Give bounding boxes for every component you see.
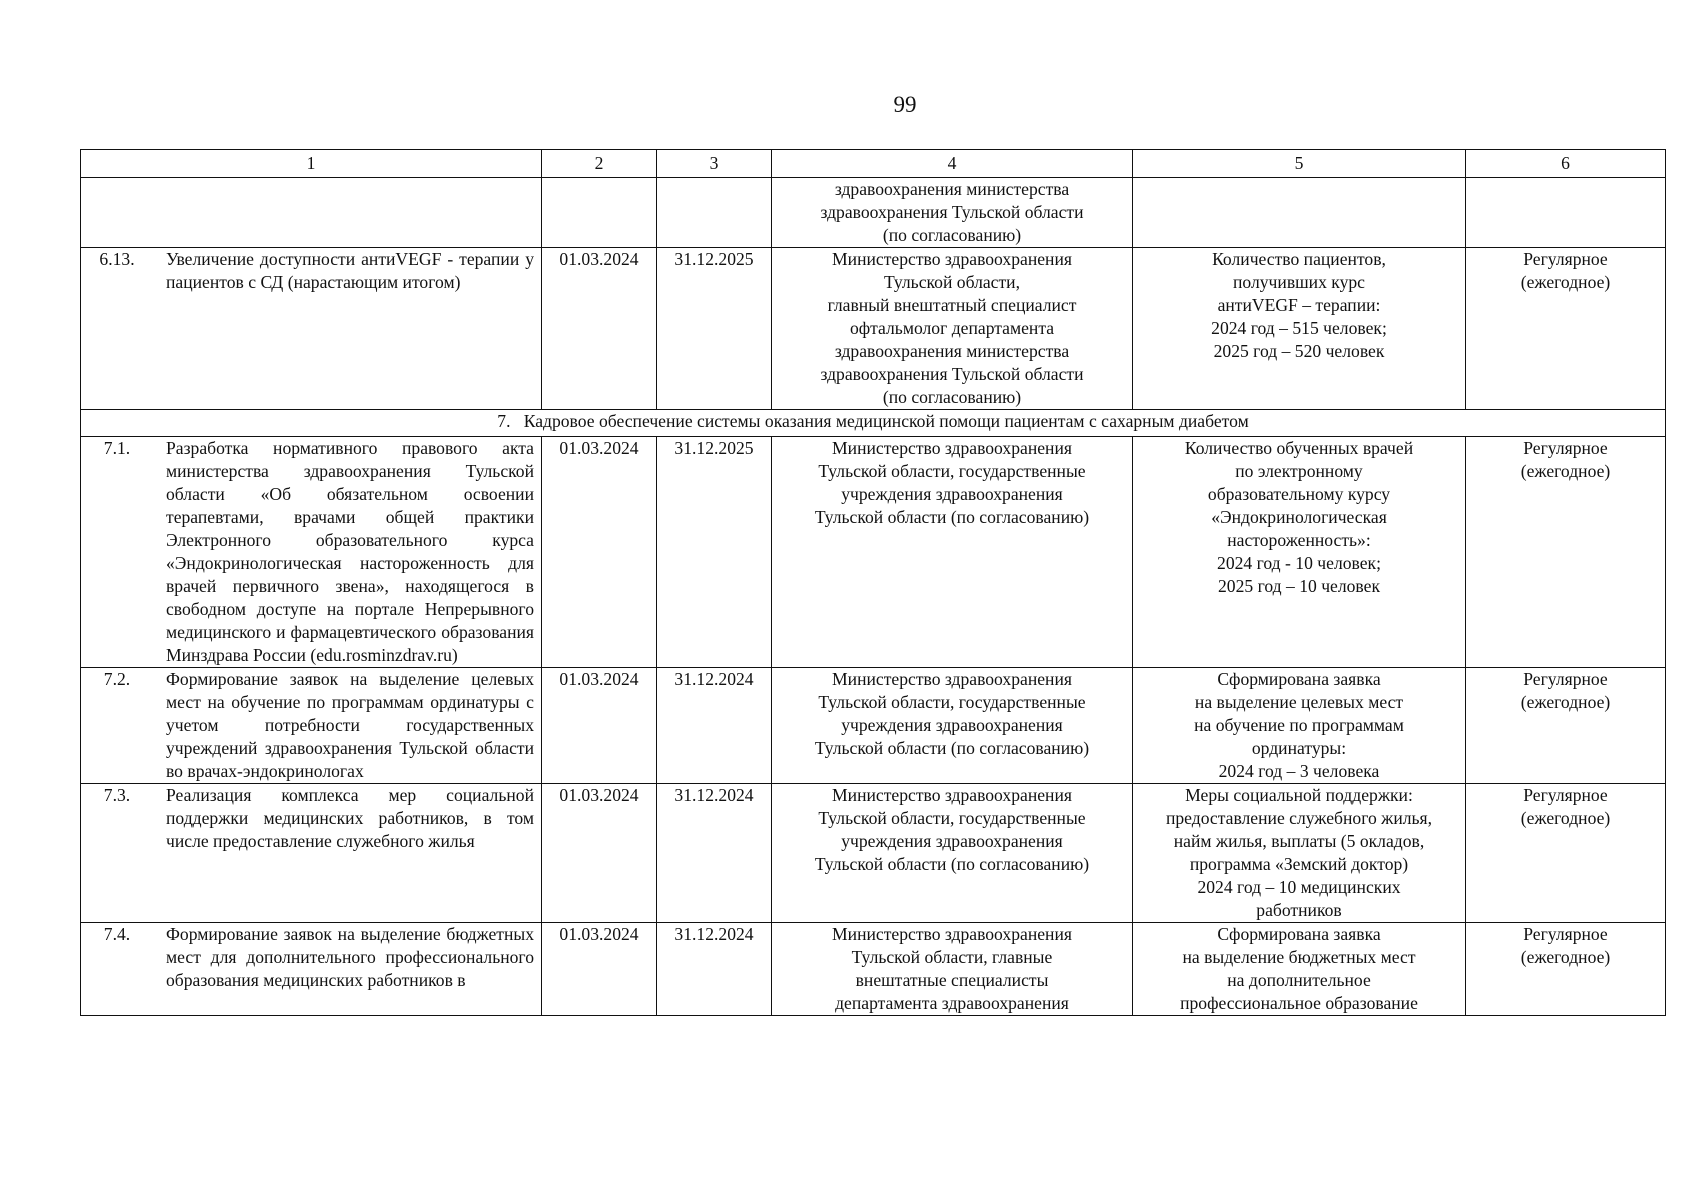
result-line: получивших курс [1233, 272, 1365, 292]
responsible-line: здравоохранения Тульской области [820, 364, 1084, 384]
responsible-line: (по согласованию) [882, 387, 1022, 407]
end-date: 31.12.2025 [657, 248, 772, 410]
column-header-1: 1 [81, 150, 542, 178]
measure-name: Формирование заявок на выделение бюджетных мест для дополнительного профессионального образования медицинских работников в [166, 924, 534, 990]
result-line: Количество пациентов, [1212, 249, 1386, 269]
measure-name: Разработка нормативного правового акта министерства здравоохранения Тульской области «Об обязательном освоении терапевтами, врачами общей практики Электронного образовательного курса «Эндокринологическая настороженность для врачей первичного звена», находящегося в свободном доступе на портале Непрерывного медицинского и фармацевтического образования Минздрава России (edu.rosminzdrav.ru) [166, 438, 534, 665]
responsible-line: учреждения здравоохранения [841, 715, 1063, 735]
measure-number: 7.3. [103, 785, 131, 805]
measure-name: Формирование заявок на выделение целевых мест на обучение по программам ординатуры с учетом потребности государственных учреждений здравоохранения Тульской области во врачах-эндокринологах [166, 669, 534, 781]
result-line: программа «Земский доктор) [1189, 854, 1409, 874]
column-header-3: 3 [657, 150, 772, 178]
type-cell [1466, 437, 1666, 668]
type-line: Регулярное [1523, 669, 1608, 689]
responsible-line: (по согласованию) [882, 225, 1022, 245]
table-row-7-1 [81, 437, 1666, 668]
result-line: Количество обученных врачей [1184, 438, 1414, 458]
type-line: Регулярное [1523, 924, 1608, 944]
measure-number: 6.13. [99, 249, 135, 269]
column-header-5: 5 [1133, 150, 1466, 178]
responsible-line: офтальмолог департамента [849, 318, 1055, 338]
result-cell [1133, 668, 1466, 784]
table-row-6-13 [81, 248, 1666, 410]
responsible-line: Тульской области, государственные [818, 692, 1086, 712]
result-line: на дополнительное [1227, 970, 1371, 990]
start-date: 01.03.2024 [542, 923, 657, 1016]
start-date: 01.03.2024 [542, 437, 657, 668]
start-date: 01.03.2024 [542, 668, 657, 784]
type-line: (ежегодное) [1520, 692, 1611, 712]
result-line: найм жилья, выплаты (5 окладов, [1173, 831, 1425, 851]
responsible-cell [772, 784, 1133, 923]
result-cell [1133, 437, 1466, 668]
responsible-line: департамента здравоохранения [835, 993, 1069, 1013]
type-line: Регулярное [1523, 438, 1608, 458]
responsible-line: здравоохранения министерства [834, 179, 1070, 199]
section-title: Кадровое обеспечение системы оказания медицинской помощи пациентам с сахарным диабетом [523, 411, 1249, 431]
section-7-row [81, 410, 1666, 437]
type-line: (ежегодное) [1520, 272, 1611, 292]
end-date: 31.12.2024 [657, 668, 772, 784]
type-line: Регулярное [1523, 785, 1608, 805]
result-line: Меры социальной поддержки: [1185, 785, 1413, 805]
responsible-line: Министерство здравоохранения [832, 924, 1072, 944]
responsible-cell [772, 923, 1133, 1016]
responsible-cell [772, 668, 1133, 784]
continuation-start-cell [542, 178, 657, 248]
continuation-result-cell [1133, 178, 1466, 248]
measure-name-cell [81, 784, 542, 923]
type-cell [1466, 668, 1666, 784]
section-title-cell [81, 410, 1666, 437]
result-line: антиVEGF – терапии: [1217, 295, 1381, 315]
result-line: 2025 год – 520 человек [1213, 341, 1385, 361]
start-date: 01.03.2024 [542, 784, 657, 923]
responsible-cell [772, 248, 1133, 410]
result-line: 2024 год - 10 человек; [1217, 553, 1381, 573]
result-cell [1133, 923, 1466, 1016]
result-cell [1133, 248, 1466, 410]
result-line: на обучение по программам [1194, 715, 1404, 735]
result-line: работников [1256, 900, 1342, 920]
result-line: профессиональное образование [1180, 993, 1418, 1013]
responsible-line: Министерство здравоохранения [832, 669, 1072, 689]
measure-name-cell [81, 437, 542, 668]
responsible-line: учреждения здравоохранения [841, 484, 1063, 504]
result-line: «Эндокринологическая [1211, 507, 1387, 527]
measure-name-cell [81, 248, 542, 410]
type-line: (ежегодное) [1520, 461, 1611, 481]
responsible-line: внештатные специалисты [855, 970, 1049, 990]
responsible-line: Министерство здравоохранения [832, 785, 1072, 805]
continuation-responsible-cell [772, 178, 1133, 248]
responsible-line: главный внештатный специалист [827, 295, 1077, 315]
result-line: 2024 год – 10 медицинских [1197, 877, 1401, 897]
responsible-line: здравоохранения Тульской области [820, 202, 1084, 222]
end-date: 31.12.2024 [657, 784, 772, 923]
end-date: 31.12.2024 [657, 923, 772, 1016]
result-line: 2024 год – 515 человек; [1211, 318, 1387, 338]
responsible-line: здравоохранения министерства [834, 341, 1070, 361]
result-line: на выделение бюджетных мест [1182, 947, 1416, 967]
responsible-line: учреждения здравоохранения [841, 831, 1063, 851]
responsible-line: Тульской области, государственные [818, 808, 1086, 828]
responsible-line: Тульской области (по согласованию) [814, 507, 1090, 527]
result-line: Сформирована заявка [1217, 669, 1381, 689]
result-line: на выделение целевых мест [1194, 692, 1404, 712]
type-cell [1466, 923, 1666, 1016]
table-row-7-3 [81, 784, 1666, 923]
type-line: Регулярное [1523, 249, 1608, 269]
measure-name: Реализация комплекса мер социальной поддержки медицинских работников, в том числе предоставление служебного жилья [166, 785, 534, 851]
section-number: 7. [497, 411, 511, 431]
result-cell [1133, 784, 1466, 923]
type-cell [1466, 784, 1666, 923]
table-row-7-4 [81, 923, 1666, 1016]
continuation-type-cell [1466, 178, 1666, 248]
responsible-cell [772, 437, 1133, 668]
measure-name: Увеличение доступности антиVEGF - терапии у пациентов с СД (нарастающим итогом) [166, 249, 534, 292]
result-line: предоставление служебного жилья, [1165, 808, 1433, 828]
result-line: по электронному [1235, 461, 1363, 481]
page-number: 99 [893, 92, 917, 117]
result-line: 2025 год – 10 человек [1218, 576, 1380, 596]
continuation-end-cell [657, 178, 772, 248]
continuation-name-cell [81, 178, 542, 248]
responsible-line: Тульской области, главные [851, 947, 1053, 967]
column-header-6: 6 [1466, 150, 1666, 178]
result-line: Сформирована заявка [1217, 924, 1381, 944]
column-header-2: 2 [542, 150, 657, 178]
measure-number: 7.1. [103, 438, 131, 458]
responsible-line: Тульской области, государственные [818, 461, 1086, 481]
measure-name-cell [81, 923, 542, 1016]
result-line: ординатуры: [1251, 738, 1347, 758]
column-header-4: 4 [772, 150, 1133, 178]
column-number-row [81, 150, 1666, 178]
responsible-line: Министерство здравоохранения [832, 249, 1072, 269]
responsible-line: Министерство здравоохранения [832, 438, 1072, 458]
plan-table [80, 149, 1666, 1016]
measure-number: 7.4. [103, 924, 131, 944]
responsible-line: Тульской области (по согласованию) [814, 854, 1090, 874]
start-date: 01.03.2024 [542, 248, 657, 410]
table-row-7-2 [81, 668, 1666, 784]
end-date: 31.12.2025 [657, 437, 772, 668]
responsible-line: Тульской области, [884, 272, 1020, 292]
continuation-row [81, 178, 1666, 248]
result-line: образовательному курсу [1207, 484, 1391, 504]
responsible-line: Тульской области (по согласованию) [814, 738, 1090, 758]
type-line: (ежегодное) [1520, 947, 1611, 967]
result-line: 2024 год – 3 человека [1218, 761, 1380, 781]
type-cell [1466, 248, 1666, 410]
measure-number: 7.2. [103, 669, 131, 689]
measure-name-cell [81, 668, 542, 784]
result-line: настороженность»: [1227, 530, 1371, 550]
type-line: (ежегодное) [1520, 808, 1611, 828]
